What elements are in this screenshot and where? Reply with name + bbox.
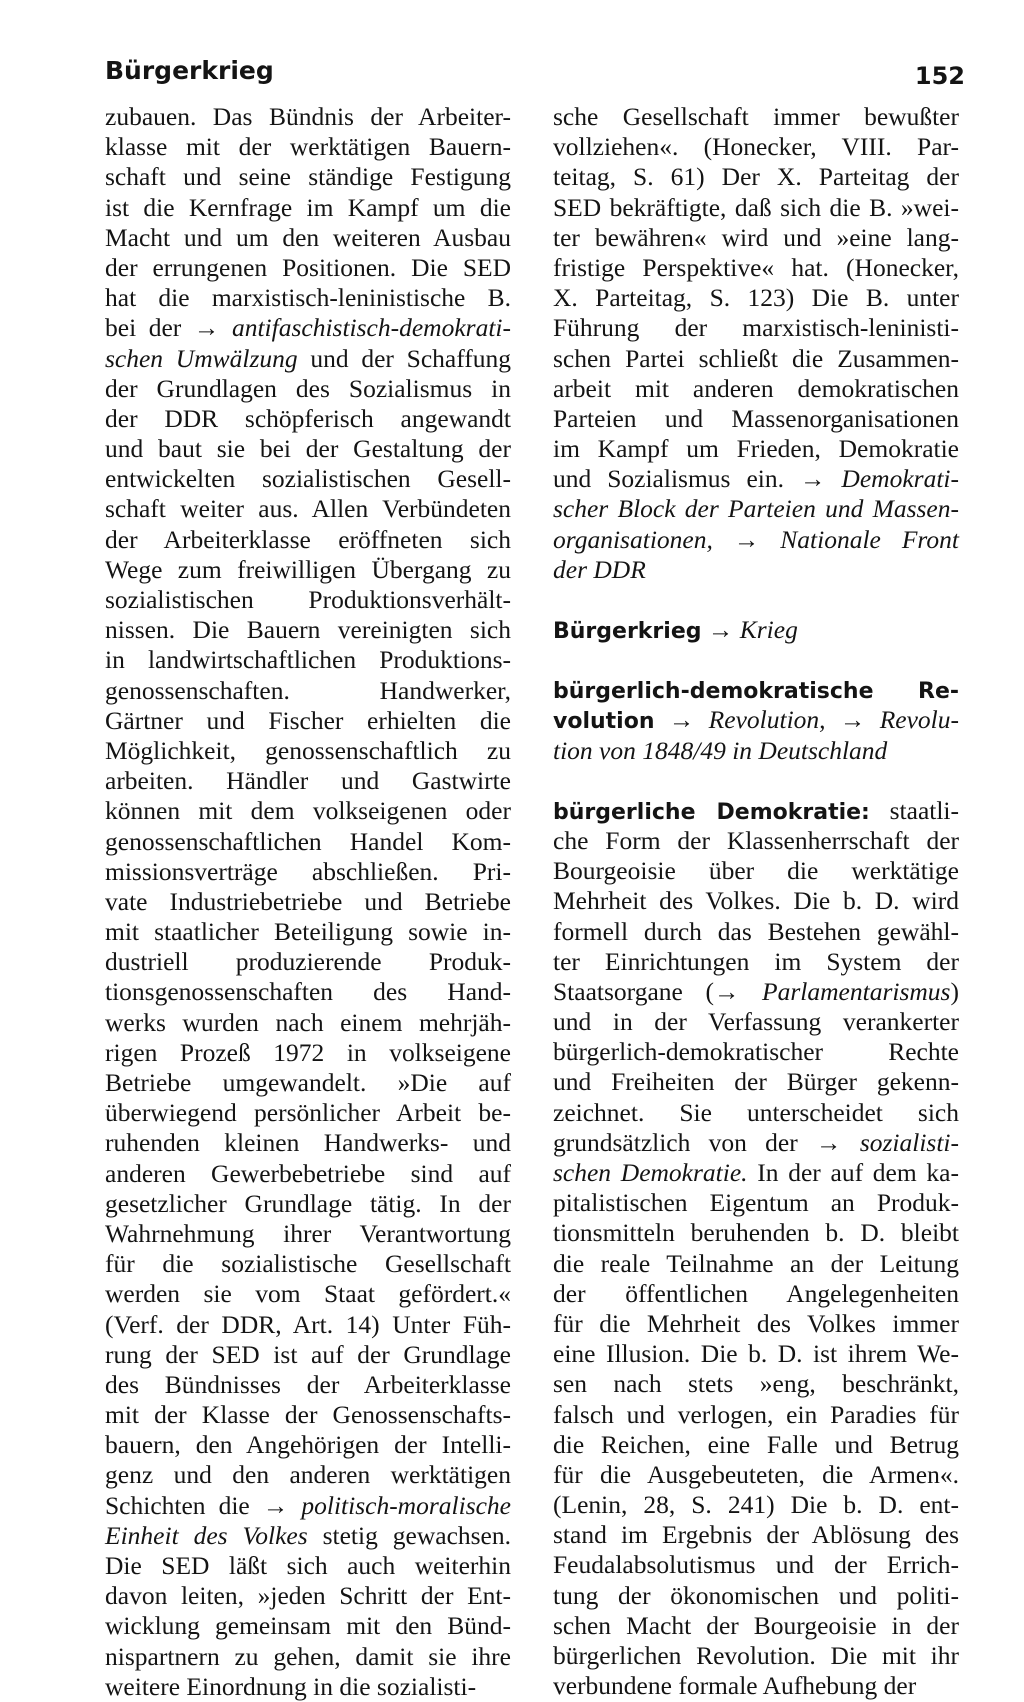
cross-reference: tion von 1848/49 in Deutschland xyxy=(553,735,888,765)
text-line: die Reichen, eine Falle und Betrug xyxy=(553,1429,959,1459)
running-head xyxy=(105,56,965,96)
text-line: genz und den anderen werktätigen xyxy=(105,1460,511,1490)
cross-reference: schen Demokratie. xyxy=(553,1158,748,1187)
running-title: Bürgerkrieg xyxy=(105,56,274,85)
text-line: pitalistischen Eigentum an Produk- xyxy=(553,1188,959,1218)
text-line: mit staatlicher Beteiligung sowie in- xyxy=(105,917,511,947)
text-line: sen nach stets »eng, beschränkt, xyxy=(553,1369,959,1399)
text-line: teitag, S. 61) Der X. Parteitag der xyxy=(553,162,959,192)
text-line: der öffentlichen Angelegenheiten xyxy=(553,1278,959,1308)
text-line: wicklung gemeinsam mit den Bünd- xyxy=(105,1611,511,1641)
text-line: bei der → antifaschistisch-demokrati- xyxy=(105,313,511,343)
text-line: schen Umwälzung und der Schaffung xyxy=(105,343,511,373)
text-line: anderen Gewerbebetriebe sind auf xyxy=(105,1158,511,1188)
cross-reference: → Demokrati- xyxy=(799,464,959,494)
text-line: eine Illusion. Die b. D. ist ihrem We- xyxy=(553,1339,959,1369)
text-line: Wege zum freiwilligen Übergang zu xyxy=(105,554,511,584)
text-line: missionsverträge abschließen. Pri- xyxy=(105,856,511,886)
text-line: (Lenin, 28, S. 241) Die b. D. ent- xyxy=(553,1490,959,1520)
cross-reference: → politisch-moralische xyxy=(262,1490,511,1520)
text-line: klasse mit der werktätigen Bauern- xyxy=(105,132,511,162)
cross-reference: → sozialisti- xyxy=(816,1127,959,1157)
text-line: formell durch das Bestehen gewähl- xyxy=(553,916,959,946)
text-line: Wahrnehmung ihrer Verantwortung xyxy=(105,1218,511,1248)
text-line: grundsätzlich von der → sozialisti- xyxy=(553,1127,959,1157)
text-line: dustriell produzierende Produk- xyxy=(105,947,511,977)
text-line: Gärtner und Fischer erhielten die xyxy=(105,705,511,735)
text-line: sche Gesellschaft immer bewußter xyxy=(553,102,959,131)
text-line: rung der SED ist auf der Grundlage xyxy=(105,1339,511,1369)
text-line: werks wurden nach einem mehrjäh- xyxy=(105,1007,511,1037)
text-line: ter Einrichtungen im System der xyxy=(553,946,959,976)
text-line: Macht und um den weiteren Ausbau xyxy=(105,222,511,252)
paragraph-gap xyxy=(553,766,959,796)
cross-reference: schen Umwälzung xyxy=(105,343,298,373)
text-line: falsch und verlogen, ein Paradies für xyxy=(553,1399,959,1429)
text-line: Schichten die → politisch-moralische xyxy=(105,1490,511,1520)
entry-headword: volution xyxy=(553,709,655,735)
text-line: Parteien und Massenorganisationen xyxy=(553,403,959,433)
text-line: Staatsorgane (→ Parlamentarismus) xyxy=(553,976,959,1006)
text-line: und baut sie bei der Gestaltung der xyxy=(105,434,511,464)
cross-reference: → antifaschistisch-demokrati- xyxy=(193,313,511,343)
text-line: hat die marxistisch-leninistische B. xyxy=(105,283,511,313)
text-line: bürgerlich-demokratischer Rechte xyxy=(553,1037,959,1067)
text-line: in landwirtschaftlichen Produktions- xyxy=(105,645,511,675)
text-line: schen Macht der Bourgeoisie in der xyxy=(553,1610,959,1640)
text-line: sozialistischen Produktionsverhält- xyxy=(105,585,511,614)
cross-reference: → Krieg xyxy=(707,615,798,644)
left-column xyxy=(105,102,511,1702)
text-line: für die Mehrheit des Volkes immer xyxy=(553,1308,959,1338)
text-line: stand im Ergebnis der Ablösung des xyxy=(553,1520,959,1550)
text-line: für die Ausgebeuteten, die Armen«. xyxy=(553,1459,959,1489)
text-line: Bourgeoisie über die werktätige xyxy=(553,856,959,886)
text-line xyxy=(553,494,959,524)
cross-reference: → Parlamentarismus xyxy=(713,976,951,1006)
text-line: genossenschaften. Handwerker, xyxy=(105,675,511,705)
text-line: genossenschaftlichen Handel Kom- xyxy=(105,826,511,856)
text-line: schen Demokratie. In der auf dem ka- xyxy=(553,1158,959,1187)
text-line: X. Parteitag, S. 123) Die B. unter xyxy=(553,283,959,313)
text-line: der Arbeiterklasse eröffneten sich xyxy=(105,524,511,554)
text-line: (Verf. der DDR, Art. 14) Unter Füh- xyxy=(105,1309,511,1339)
cross-reference: Einheit des Volkes xyxy=(105,1520,308,1550)
text-line: rigen Prozeß 1972 in volkseigene xyxy=(105,1037,511,1067)
text-line: che Form der Klassenherrschaft der xyxy=(553,825,959,855)
text-line: mit der Klasse der Genossenschafts- xyxy=(105,1400,511,1430)
text-line: bürgerliche Demokratie: staatli- xyxy=(553,795,960,825)
text-line: schen Partei schließt die Zusammen- xyxy=(553,343,959,373)
cross-reference: der DDR xyxy=(553,554,646,584)
text-line: vate Industriebetriebe und Betriebe xyxy=(105,886,511,916)
text-line: SED bekräftigte, daß sich die B. »wei- xyxy=(553,192,959,222)
text-line: können mit dem volkseigenen oder xyxy=(105,796,511,826)
paragraph-gap xyxy=(553,585,959,615)
text-line: tionsmitteln beruhenden b. D. bleibt xyxy=(553,1218,959,1248)
text-line: nispartnern zu gehen, damit sie ihre xyxy=(105,1641,511,1671)
entry-headword: bürgerliche Demokratie: xyxy=(553,799,870,825)
text-line xyxy=(553,555,959,585)
text-line xyxy=(553,615,959,645)
text-line: Betriebe umgewandelt. »Die auf xyxy=(105,1068,511,1097)
text-line: und Sozialismus ein. → Demokrati- xyxy=(553,464,959,494)
text-line xyxy=(553,525,959,555)
cross-reference: scher Block der Parteien und Massen- xyxy=(553,494,959,524)
text-line: arbeit mit anderen demokratischen xyxy=(553,373,959,403)
text-line: bürgerlichen Revolution. Die mit ihr xyxy=(553,1641,959,1670)
text-line: Mehrheit des Volkes. Die b. D. wird xyxy=(553,886,959,916)
text-line: weitere Einordnung in die sozialisti- xyxy=(105,1671,477,1701)
text-line: überwiegend persönlicher Arbeit be- xyxy=(105,1098,511,1128)
text-line: ruhenden kleinen Handwerks- und xyxy=(105,1128,511,1158)
text-line: Die SED läßt sich auch weiterhin xyxy=(105,1551,511,1580)
cross-reference: → Revolution, → Revolu- xyxy=(668,705,959,735)
text-line: schaft und seine ständige Festigung xyxy=(105,162,511,192)
text-line: des Bündnisses der Arbeiterklasse xyxy=(105,1369,511,1399)
text-line: Führung der marxistisch-leninisti- xyxy=(553,313,959,343)
text-line: entwickelten sozialistischen Gesell- xyxy=(105,464,511,494)
page-number: 152 xyxy=(914,62,965,90)
text-line: gesetzlicher Grundlage tätig. In der xyxy=(105,1188,511,1218)
text-line: für die sozialistische Gesellschaft xyxy=(105,1249,511,1279)
text-line: der errungenen Positionen. Die SED xyxy=(105,252,511,282)
paragraph-gap xyxy=(553,645,959,675)
text-line: und Freiheiten der Bürger gekenn- xyxy=(553,1067,959,1097)
entry-headword: bürgerlich-demokratische Re- xyxy=(553,679,959,705)
text-line xyxy=(553,675,959,705)
text-line xyxy=(553,736,959,766)
text-line: zeichnet. Sie unterscheidet sich xyxy=(553,1097,959,1127)
text-line: zubauen. Das Bündnis der Arbeiter- xyxy=(105,102,511,131)
text-line: Einheit des Volkes stetig gewachsen. xyxy=(105,1520,511,1550)
text-line: Feudalabsolutismus und der Errich- xyxy=(553,1550,959,1580)
text-line: und in der Verfassung verankerter xyxy=(553,1007,959,1037)
text-line: fristige Perspektive« hat. (Honecker, xyxy=(553,252,959,282)
text-line: bauern, den Angehörigen der Intelli- xyxy=(105,1430,511,1460)
text-line: tung der ökonomischen und politi- xyxy=(553,1580,959,1610)
cross-reference: organisationen, → Nationale Front xyxy=(553,524,959,554)
right-column xyxy=(553,102,959,1701)
text-line: nissen. Die Bauern vereinigten sich xyxy=(105,615,511,645)
text-line: arbeiten. Händler und Gastwirte xyxy=(105,766,511,796)
text-line: werden sie vom Staat gefördert.« xyxy=(105,1279,511,1309)
text-line: verbundene formale Aufhebung der xyxy=(553,1671,917,1701)
text-line: tionsgenossenschaften des Hand- xyxy=(105,977,511,1007)
text-line: schaft weiter aus. Allen Verbündeten xyxy=(105,494,511,524)
entry-headword: Bürgerkrieg xyxy=(553,619,702,644)
text-line: der DDR schöpferisch angewandt xyxy=(105,403,511,433)
text-line: Möglichkeit, genossenschaftlich zu xyxy=(105,735,511,765)
text-line: die reale Teilnahme an der Leitung xyxy=(553,1248,959,1278)
text-line: im Kampf um Frieden, Demokratie xyxy=(553,434,959,464)
text-line: vollziehen«. (Honecker, VIII. Par- xyxy=(553,132,959,162)
text-line: davon leiten, »jeden Schritt der Ent- xyxy=(105,1581,511,1611)
text-line xyxy=(553,705,959,735)
text-line: ter bewähren« wird und »eine lang- xyxy=(553,222,959,252)
text-line: ist die Kernfrage im Kampf um die xyxy=(105,192,511,222)
text-line: der Grundlagen des Sozialismus in xyxy=(105,373,511,403)
